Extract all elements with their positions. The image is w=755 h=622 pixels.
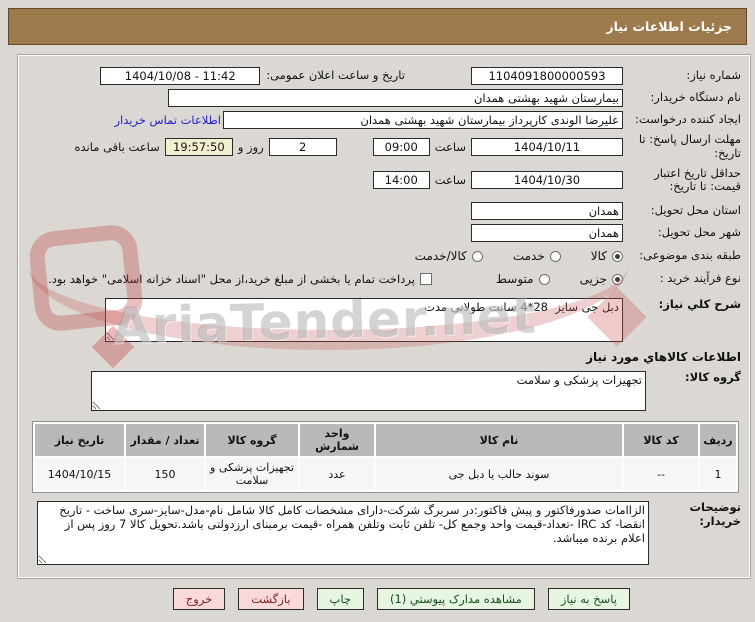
action-buttons [173,588,630,610]
reply-deadline-label: مهلت ارسال پاسخ: تا تاریخ: [638,132,741,160]
price-validity-hour-field[interactable] [373,171,430,189]
radio-icon [550,251,561,262]
radio-checked-icon [612,274,623,285]
treasury-checkbox-label: پرداخت تمام یا بخشی از مبلغ خرید،از محل "اسناد خزانه اسلامی" خواهد بود. [48,272,415,287]
buyer-org-label: نام دستگاه خریدار: [650,90,741,105]
request-creator-label: ایجاد کننده درخواست: [635,112,741,127]
need-desc-textarea[interactable] [105,298,623,342]
cell-unit: عدد [300,458,374,490]
buyer-notes-textarea[interactable] [37,501,649,565]
radio-icon [472,251,483,262]
cell-quantity: 150 [126,458,204,490]
respond-to-need-button[interactable]: پاسخ به نیاز [548,588,630,610]
form-panel [18,55,750,578]
need-number-field[interactable] [471,67,623,85]
row-process-type [27,272,741,286]
reply-deadline-hour-label: ساعت [434,139,466,154]
city-field[interactable] [471,224,623,242]
row-city [27,224,741,242]
goods-group-textarea[interactable] [91,371,646,411]
classification-option-goods-service[interactable] [415,249,483,263]
page-title-bar [8,8,747,45]
buyer-notes-label: توضیحات خریدار: [689,500,741,528]
radio-label: خدمت [512,249,545,264]
countdown-suffix: ساعت باقی مانده [74,139,160,154]
row-province [27,202,741,220]
buyer-contact-link[interactable]: اطلاعات تماس خریدار [114,113,221,127]
row-reply-deadline [27,133,741,161]
cell-row: 1 [700,458,736,490]
radio-label: کالا/خدمت [414,249,467,264]
exit-button[interactable]: خروج [173,588,225,610]
watermark-text: AriaTender.net [111,286,538,356]
col-group: گروه کالا [206,424,298,456]
print-button[interactable]: چاپ [317,588,364,610]
treasury-checkbox-item[interactable] [48,272,432,286]
col-quantity: تعداد / مقدار [126,424,204,456]
radio-checked-icon [612,251,623,262]
col-row: ردیف [700,424,736,456]
cell-need-date: 1404/10/15 [35,458,124,490]
province-field[interactable] [471,202,623,220]
row-buyer-org [27,89,741,107]
need-desc-label: شرح کلي نیاز: [658,297,741,312]
reply-deadline-date-field[interactable] [471,138,623,156]
col-item-name: نام کالا [376,424,622,456]
classification-option-service[interactable] [513,249,561,263]
goods-table [32,421,739,493]
row-buyer-notes [27,501,741,565]
row-need-desc [27,298,741,342]
countdown-days-field [269,138,337,156]
row-classification [27,249,741,263]
row-goods-group [27,371,741,411]
price-validity-date-field[interactable] [471,171,623,189]
reply-deadline-hour-field[interactable] [373,138,430,156]
process-type-label: نوع فرآیند خرید : [659,271,741,286]
classification-option-goods[interactable] [591,249,623,263]
process-type-option-minor[interactable] [580,272,623,286]
goods-table-header-row [35,424,736,456]
radio-label: جزیی [579,272,607,287]
city-label: شهر محل تحویل: [657,225,741,240]
radio-icon [539,274,550,285]
countdown-days-label: روز و [237,139,264,154]
row-price-validity [27,167,741,195]
classification-label: طبقه بندی موضوعی: [639,248,741,263]
process-type-option-medium[interactable] [496,272,550,286]
cell-item-code: -- [624,458,698,490]
page-title: جزئیات اطلاعات نیاز [606,19,732,34]
countdown [70,138,337,156]
province-label: استان محل تحویل: [650,203,741,218]
view-attachments-button[interactable]: مشاهده مدارک پیوستي (1) [377,588,535,610]
col-item-code: کد کالا [624,424,698,456]
cell-group: تجهیزات پزشکی و سلامت [206,458,298,490]
col-need-date: تاریخ نیاز [35,424,124,456]
row-need-number [27,67,741,85]
table-row [35,458,736,490]
col-unit: واحد شمارش [300,424,374,456]
countdown-time-field [165,138,233,156]
price-validity-label: حداقل تاریخ اعتبار قیمت: تا تاریخ: [654,165,741,194]
announce-datetime-field[interactable] [100,67,260,85]
checkbox-icon [420,273,432,285]
back-button[interactable]: بازگشت [238,588,303,610]
row-request-creator [27,111,741,129]
announce-datetime-label: تاریخ و ساعت اعلان عمومی: [266,68,405,83]
radio-label: کالا [590,249,607,264]
goods-section-header: اطلاعات کالاهاي مورد نیاز [586,350,741,365]
cell-item-name: سوند حالب یا دبل جی [376,458,622,490]
goods-group-label: گروه کالا: [685,370,741,385]
need-number-label: شماره نیاز: [686,68,741,83]
price-validity-hour-label: ساعت [434,173,466,188]
request-creator-field[interactable] [223,111,623,129]
buyer-org-field[interactable] [168,89,623,107]
radio-label: متوسط [495,272,534,287]
